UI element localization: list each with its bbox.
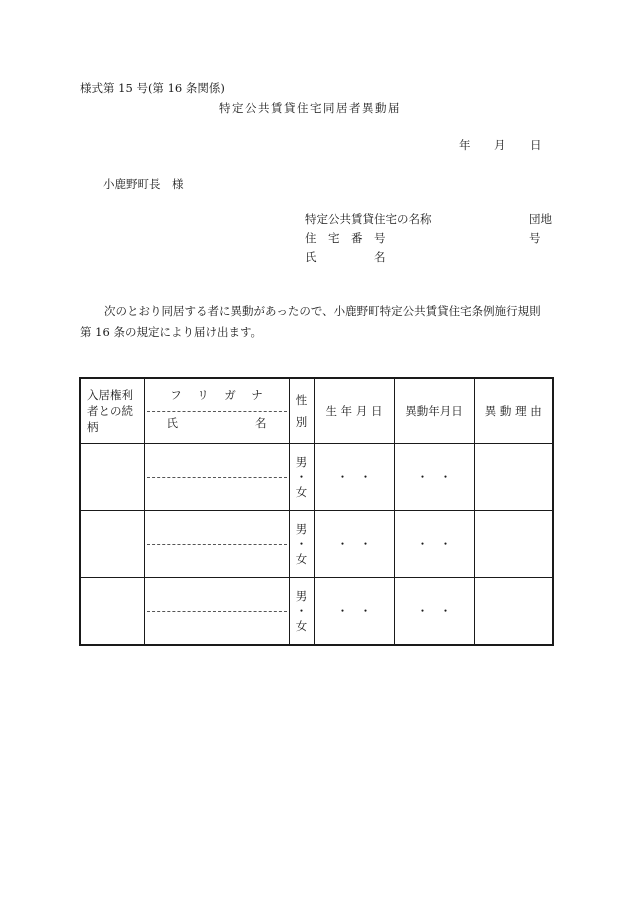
name-divider xyxy=(147,477,287,478)
table-row xyxy=(80,511,553,578)
change-date-header: 異動年月日 xyxy=(394,378,474,444)
furigana-header: フ リ ガ ナ xyxy=(170,388,263,402)
housing-name-suffix: 団地 xyxy=(529,212,552,226)
sex-cell[interactable]: 男 ・ 女 xyxy=(289,578,314,646)
sex-cell[interactable]: 男 ・ 女 xyxy=(289,444,314,511)
table-row xyxy=(80,578,553,646)
birth-date-cell[interactable]: ・ ・ xyxy=(314,511,394,578)
name-cell[interactable] xyxy=(144,511,289,578)
date-day-label: 日 xyxy=(530,138,542,152)
reason-cell[interactable] xyxy=(474,511,553,578)
name-cell[interactable] xyxy=(144,578,289,646)
name-divider xyxy=(147,611,287,612)
relation-cell[interactable] xyxy=(80,511,144,578)
birth-date-cell[interactable]: ・ ・ xyxy=(314,444,394,511)
change-date-cell[interactable]: ・ ・ xyxy=(394,578,474,646)
declaration-text: 次のとおり同居する者に異動があったので、小鹿野町特定公共賃貸住宅条例施行規則第 16 条の規定により届け出ます。 xyxy=(80,304,541,339)
housing-name-label: 特定公共賃貸住宅の名称 xyxy=(305,212,432,226)
sex-header: 性 別 xyxy=(289,378,314,444)
name-divider xyxy=(147,544,287,545)
change-date-cell[interactable]: ・ ・ xyxy=(394,511,474,578)
reason-cell[interactable] xyxy=(474,578,553,646)
relation-header: 入居権利者との続柄 xyxy=(80,378,144,444)
date-month-label: 月 xyxy=(494,138,506,152)
table-header-row xyxy=(80,378,553,444)
date-year-label: 年 xyxy=(459,138,471,152)
cohabitant-change-table xyxy=(79,377,554,646)
reason-cell[interactable] xyxy=(474,444,553,511)
sex-cell[interactable]: 男 ・ 女 xyxy=(289,511,314,578)
reason-header: 異 動 理 由 xyxy=(474,378,553,444)
table-row xyxy=(80,444,553,511)
housing-number-suffix: 号 xyxy=(529,231,541,245)
shimei-header: 氏 名 xyxy=(166,416,267,430)
name-divider xyxy=(147,411,287,412)
applicant-name-label: 氏 名 xyxy=(305,250,386,264)
name-header xyxy=(144,378,289,444)
form-number: 様式第 15 号(第 16 条関係) xyxy=(80,81,225,95)
change-date-cell[interactable]: ・ ・ xyxy=(394,444,474,511)
addressee: 小鹿野町長 様 xyxy=(103,177,184,191)
housing-number-label: 住 宅 番 号 xyxy=(305,231,386,245)
document-title: 特定公共賃貸住宅同居者異動届 xyxy=(219,101,401,115)
birth-date-cell[interactable]: ・ ・ xyxy=(314,578,394,646)
relation-cell[interactable] xyxy=(80,444,144,511)
birth-date-header: 生 年 月 日 xyxy=(314,378,394,444)
name-cell[interactable] xyxy=(144,444,289,511)
relation-cell[interactable] xyxy=(80,578,144,646)
